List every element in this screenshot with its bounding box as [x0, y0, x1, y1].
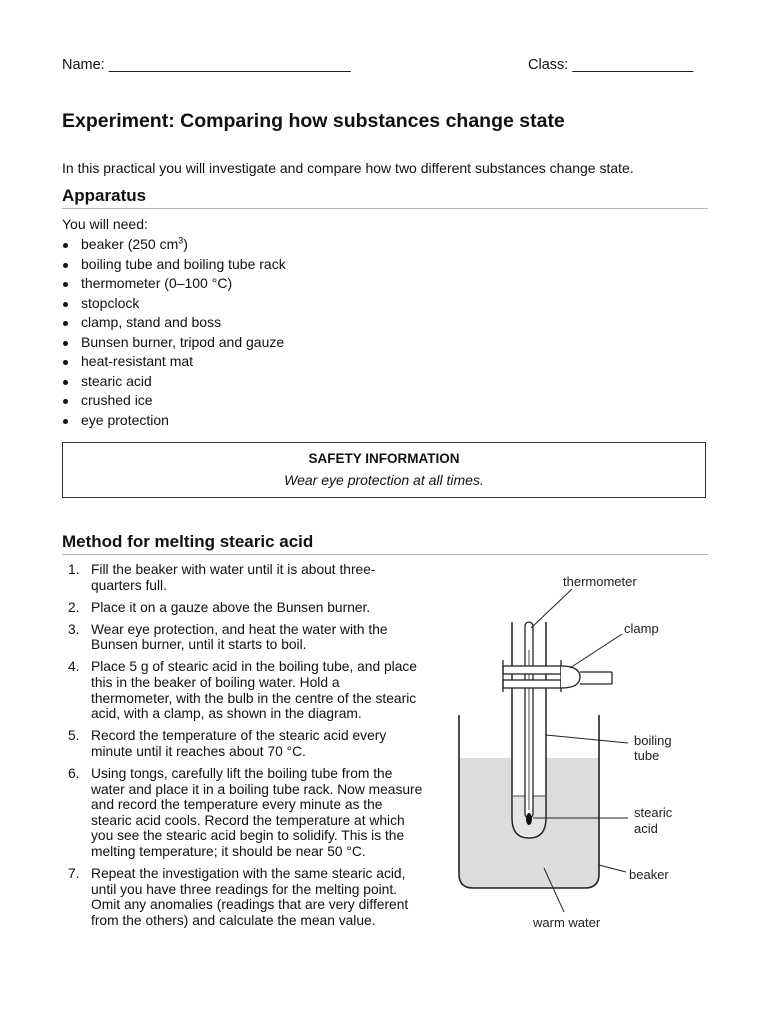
- label-boiling: boiling: [634, 733, 672, 748]
- list-item: 6. Using tongs, carefully lift the boiling tube from the water and place it in a boiling tube rack. Now measure and record the temperature every minute as the stearic acid cools. Record the temperature at which you see the stearic acid begin to solidify. This is the melting temperature; it should be near 50 °C.: [68, 766, 423, 859]
- label-beaker: beaker: [629, 867, 669, 882]
- label-tube: tube: [634, 748, 660, 763]
- safety-text: Wear eye protection at all times.: [284, 472, 484, 488]
- list-item: beaker (250 $cm^3$): [62, 235, 286, 255]
- name-field[interactable]: Name: ______________________________: [62, 57, 351, 73]
- page-title: Experiment: Comparing how substances change state: [62, 110, 565, 132]
- list-item: crushed ice: [62, 391, 286, 411]
- apparatus-heading: Apparatus: [62, 186, 708, 209]
- list-item: boiling tube and boiling tube rack: [62, 255, 286, 275]
- label-acid: acid: [634, 821, 658, 836]
- need-label: You will need:: [62, 216, 148, 232]
- list-item: Bunsen burner, tripod and gauze: [62, 333, 286, 353]
- class-field[interactable]: Class: _______________: [528, 57, 694, 73]
- list-item: stearic acid: [62, 372, 286, 392]
- list-item: 2. Place it on a gauze above the Bunsen burner.: [68, 599, 371, 615]
- apparatus-diagram: [440, 560, 700, 940]
- list-item: thermometer (0–100 °C): [62, 274, 286, 294]
- safety-box: [62, 442, 706, 498]
- list-item: clamp, stand and boss: [62, 313, 286, 333]
- clamp: [503, 666, 561, 674]
- label-clamp: clamp: [624, 621, 659, 636]
- list-item: 1. Fill the beaker with water until it is about three-quarters full.: [68, 562, 376, 593]
- list-item: 3. Wear eye protection, and heat the water with the Bunsen burner, until it starts to boil.: [68, 621, 388, 653]
- method-heading: Method for melting stearic acid: [62, 532, 708, 555]
- method-steps: [62, 562, 424, 935]
- list-item: 4. Place 5 g of stearic acid in the boiling tube, and place this in the beaker of boiling water. Hold a thermometer, with the bulb in the centre of the stearic acid, with a clamp, as shown in the diagram.: [68, 659, 417, 722]
- intro-text: In this practical you will investigate and compare how two different substances change state.: [62, 160, 634, 176]
- label-warm-water: warm water: [533, 915, 601, 930]
- safety-title: SAFETY INFORMATION: [308, 451, 460, 466]
- list-item: 7. Repeat the investigation with the same stearic acid, until you have three readings for the melting point. Omit any anomalies (readings that are very different from the others) and calculate the mean value.: [68, 866, 409, 928]
- label-thermometer: thermometer: [563, 574, 637, 589]
- list-item: stopclock: [62, 294, 286, 314]
- thermometer-bulb: [526, 813, 532, 825]
- apparatus-list: [62, 235, 286, 430]
- label-stearic: stearic: [634, 805, 673, 820]
- list-item: eye protection: [62, 411, 286, 431]
- list-item: 5. Record the temperature of the stearic acid every minute until it reaches about 70 °C.: [68, 728, 387, 759]
- list-item: heat-resistant mat: [62, 352, 286, 372]
